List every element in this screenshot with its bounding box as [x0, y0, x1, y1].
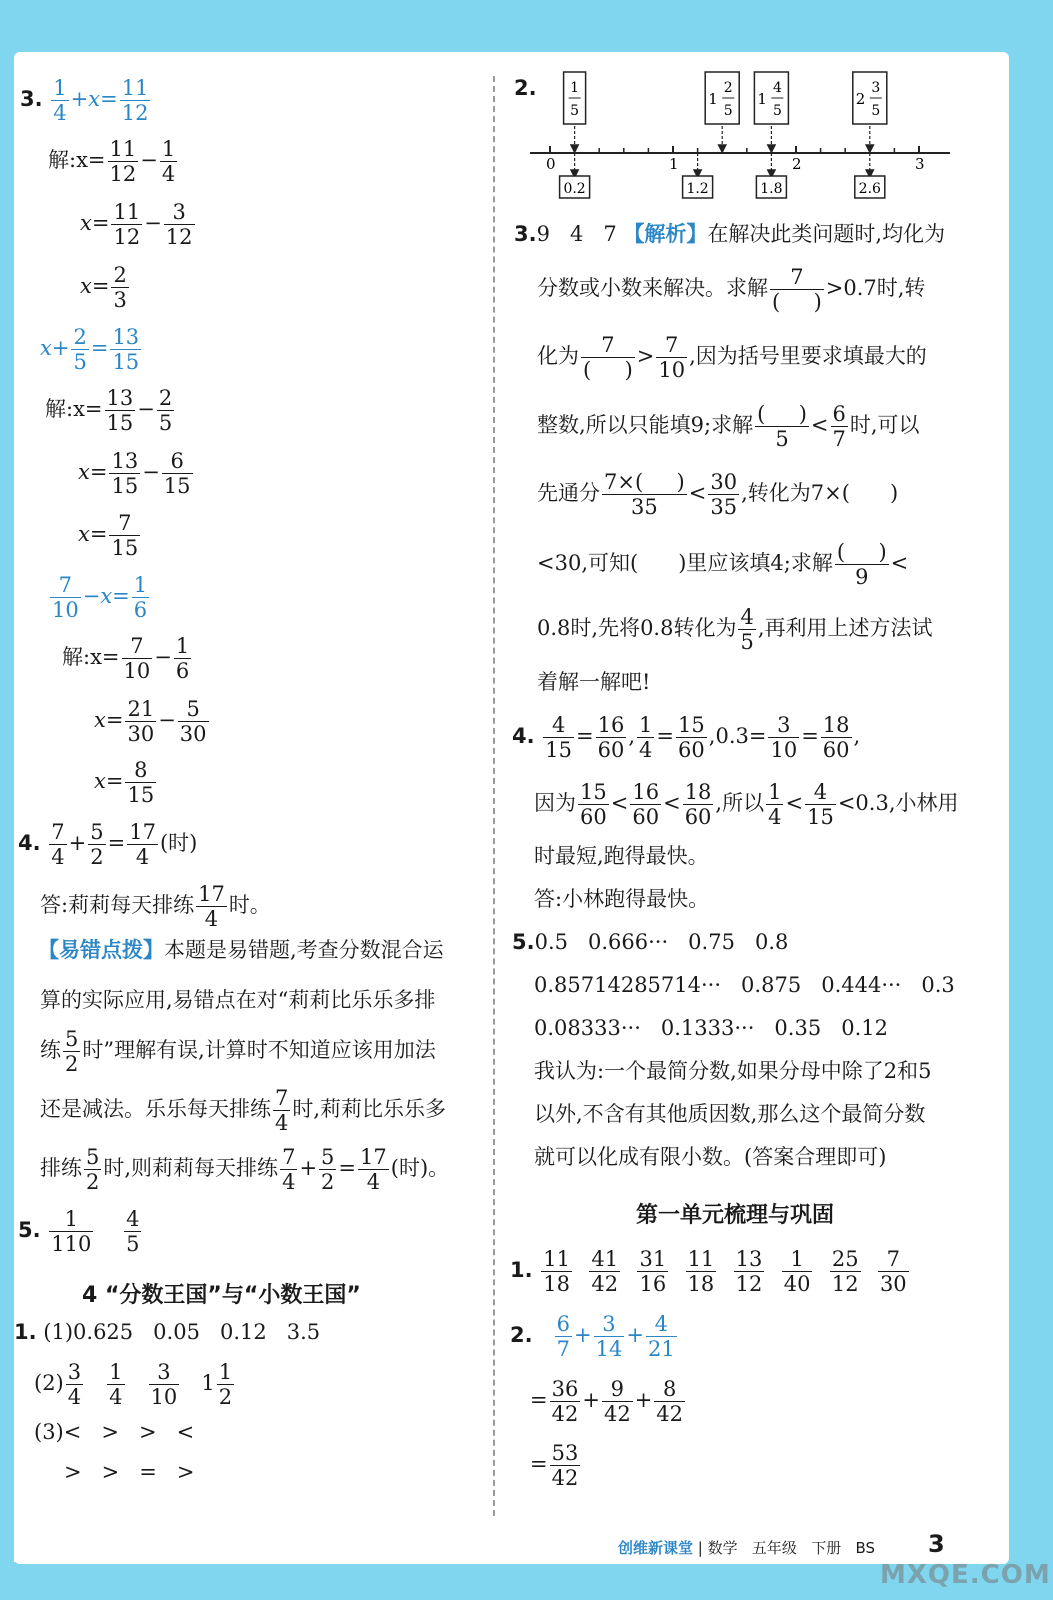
right-q3-line1: 3.9 4 7 【解析】在解决此类问题时,均化为 [514, 222, 946, 246]
border-right [1005, 0, 1053, 1600]
svg-text:1: 1 [570, 80, 580, 96]
s1-row1: 1. (1)0.625 0.05 0.12 3.5 [14, 1320, 321, 1344]
equation-2: x+ $\frac{2}{5}$ = $\frac{13}{15}$ [40, 325, 140, 375]
sol2-step2: x= $\frac{13}{15}$ − $\frac{6}{15}$ [78, 449, 191, 499]
column-divider [493, 76, 495, 1516]
border-left [0, 0, 14, 1600]
equation-1: $\frac{1}{4}$ +x= $\frac{11}{12}$ [53, 76, 149, 126]
top-value-box [853, 72, 887, 149]
right-q5-row1: 5.0.5 0.666··· 0.75 0.8 [512, 930, 789, 954]
right-q4-answer: 答:小林跑得最快。 [534, 887, 710, 911]
section-title: 4 “分数王国”与“小数王国” [82, 1283, 361, 1308]
sol3-step1: 解:x= $\frac{7}{10}$ − $\frac{1}{6}$ [62, 634, 190, 684]
right-q3-line2: 分数或小数来解决。求解 7 ( ) >0.7时,转 [537, 265, 926, 315]
tick-label: 3 [915, 155, 925, 173]
svg-text:1.8: 1.8 [760, 181, 783, 197]
right-q3-line3: 化为 7 ( ) > $\frac{7}{10}$ ,因为括号里要求填最大的 [537, 333, 927, 383]
svg-text:5: 5 [570, 103, 580, 119]
tip-line-4: 还是减法。乐乐每天排练 $\frac{7}{4}$ 时,莉莉比乐乐多 [40, 1086, 447, 1136]
page-number: 3 [928, 1530, 945, 1558]
watermark: MXQE.COM [880, 1560, 1051, 1590]
right-q3-line5: 先通分 $\frac{7\times( )}{35}$ < $\frac{30}{35}$ ,转化为7×( ) [537, 470, 899, 520]
footer-text: | 数学 五年级 下册 BS [697, 1539, 876, 1557]
svg-text:5: 5 [723, 103, 733, 119]
right-q3-line4: 整数,所以只能填9;求解 ( ) 5 < $\frac{6}{7}$ 时,可以 [537, 402, 920, 452]
right-q5-row5: 以外,不含有其他质因数,那么这个最简分数 [534, 1102, 926, 1126]
sol2-step1: 解:x= $\frac{13}{15}$ − $\frac{2}{5}$ [45, 386, 173, 436]
right-q3-line7: 0.8时,先将0.8转化为 $\frac{4}{5}$ ,再利用上述方法试 [537, 605, 933, 655]
sol1-step2: x= $\frac{11}{12}$ − $\frac{3}{12}$ [80, 200, 193, 250]
footer-brand: 创维新课堂 [618, 1539, 694, 1557]
bottom-value-box [855, 153, 885, 198]
sol3-step2: x= $\frac{21}{30}$ − $\frac{5}{30}$ [94, 697, 207, 747]
tip-line-1: 【易错点拨】本题是易错题,考查分数混合运 [38, 938, 444, 962]
bottom-value-box [756, 153, 786, 198]
unit-q2-line2: = $\frac{36}{42}$ + $\frac{9}{42}$ + $\frac{8}{42}$ [530, 1377, 684, 1427]
unit-title: 第一单元梳理与巩固 [636, 1203, 835, 1228]
unit-q2-line3: = $\frac{53}{42}$ [530, 1441, 579, 1491]
svg-text:1: 1 [757, 90, 767, 108]
svg-text:5: 5 [871, 103, 881, 119]
sol2-step3: x= $\frac{7}{15}$ [78, 511, 139, 561]
svg-text:2.6: 2.6 [858, 181, 881, 197]
footer-info [618, 1537, 875, 1558]
tip-line-3: 练 $\frac{5}{2}$ 时”理解有误,计算时不知道应该用加法 [40, 1027, 436, 1077]
right-q5-row3: 0.08333··· 0.1333··· 0.35 0.12 [534, 1016, 888, 1040]
right-q5-row4: 我认为:一个最简分数,如果分母中除了2和5 [534, 1059, 932, 1083]
right-q4-line2: 因为 $\frac{15}{60}$ < $\frac{16}{60}$ < $\frac{18}{60}$ ,所以 $\frac{1}{4}$ < $\frac{4}{15}$ <0.3,小林用 [534, 780, 959, 830]
right-q4-line1: 4. $\frac{4}{15}$ = $\frac{16}{60}$ , $\frac{1}{4}$ = $\frac{15}{60}$ ,0.3= $\frac{3}{10}$ = $\frac{18}{60}$ , [512, 713, 861, 763]
bottom-value-box [560, 153, 590, 198]
top-value-box [564, 72, 586, 149]
right-q5-row2: 0.85714285714··· 0.875 0.444··· 0.3 [534, 973, 955, 997]
top-value-box [705, 72, 739, 149]
number-line [520, 70, 960, 210]
unit-q1: 1. $\frac{11}{18}$ $\frac{41}{42}$ $\frac{31}{16}$ $\frac{11}{18}$ $\frac{13}{12}$ $\frac{1}{40}$ $\frac{25}{12}$ $\frac{7}{30}$ [510, 1247, 907, 1297]
svg-text:3: 3 [871, 80, 881, 96]
svg-text:2: 2 [723, 80, 733, 96]
svg-text:2: 2 [855, 90, 866, 108]
tip-line-5: 排练 $\frac{5}{2}$ 时,则莉莉每天排练 $\frac{7}{4}$ + $\frac{5}{2}$ = $\frac{17}{4}$ (时)。 [40, 1145, 450, 1195]
sol3-step3: x= $\frac{8}{15}$ [94, 758, 155, 808]
q3-label: 3. [20, 87, 43, 112]
tip-line-2: 算的实际应用,易错点在对“莉莉比乐乐多排 [40, 988, 436, 1012]
unit-q2-line1: 2. $\frac{6}{7}$ + $\frac{3}{14}$ + $\frac{4}{21}$ [510, 1312, 675, 1362]
left-q4: 4. $\frac{7}{4}$ + $\frac{5}{2}$ = $\frac{17}{4}$ (时) [18, 820, 198, 870]
right-q3-line6: <30,可知( )里应该填4;求解 ( ) 9 < [537, 540, 909, 590]
top-value-box [754, 72, 788, 149]
svg-text:1.2: 1.2 [686, 181, 709, 197]
bottom-value-box [683, 153, 713, 198]
s1-row2: (2) $\frac{3}{4}$ $\frac{1}{4}$ $\frac{3}{10}$ 1 $\frac{1}{2}$ [34, 1360, 233, 1410]
svg-text:0.2: 0.2 [563, 181, 586, 197]
left-q5: 5. $\frac{1}{110}$ $\frac{4}{5}$ [18, 1207, 140, 1257]
s1-row3: (3)< > > < [34, 1420, 195, 1444]
sol1-step3: x= $\frac{2}{3}$ [80, 263, 127, 313]
right-q5-row6: 就可以化成有限小数。(答案合理即可) [534, 1145, 887, 1169]
tick-label: 2 [792, 155, 802, 173]
left-q3 [20, 76, 152, 125]
s1-row4: > > = > [64, 1460, 195, 1484]
tip-tag: 【易错点拨】 [38, 938, 164, 962]
equation-3: $\frac{7}{10}$ −x= $\frac{1}{6}$ [52, 573, 148, 623]
right-q4-line3: 时最短,跑得最快。 [534, 844, 709, 868]
tick-label: 0 [546, 155, 556, 173]
svg-text:4: 4 [772, 80, 782, 96]
sol1-step1: 解:x= $\frac{11}{12}$ − $\frac{1}{4}$ [48, 137, 176, 187]
right-q2-label: 2. [514, 76, 537, 100]
q4-answer: 答:莉莉每天排练 $\frac{17}{4}$ 时。 [40, 882, 271, 932]
right-q3-line8: 着解一解吧! [537, 670, 651, 694]
tick-label: 1 [669, 155, 679, 173]
svg-text:1: 1 [708, 90, 718, 108]
svg-text:5: 5 [772, 103, 782, 119]
